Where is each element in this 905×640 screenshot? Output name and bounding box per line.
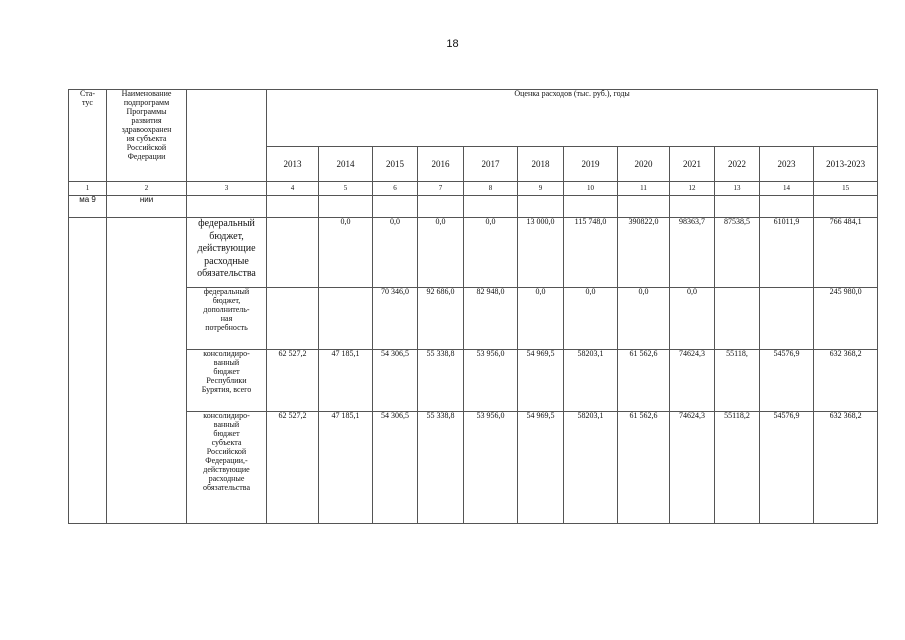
value-cell (267, 288, 319, 350)
value-cell: 61011,9 (760, 218, 814, 288)
value-cell: 55 338,8 (418, 350, 464, 412)
column-index-cell: 9 (518, 182, 564, 196)
year-header-cell: 2017 (464, 147, 518, 182)
value-cell: 62 527,2 (267, 350, 319, 412)
column-index-cell: 15 (814, 182, 878, 196)
value-cell (464, 196, 518, 218)
value-cell: 0,0 (418, 218, 464, 288)
year-header-cell: 2018 (518, 147, 564, 182)
year-header-cell: 2016 (418, 147, 464, 182)
table-row (69, 196, 878, 218)
funding-source-cell: консолидиро- ванный бюджет субъекта Российской Федерации,- действующие расходные обязательства (187, 412, 267, 524)
value-cell: 92 686,0 (418, 288, 464, 350)
value-cell: 766 484,1 (814, 218, 878, 288)
value-cell: 632 368,2 (814, 412, 878, 524)
value-cell (760, 288, 814, 350)
year-header-cell: 2020 (618, 147, 670, 182)
source-header (187, 90, 267, 182)
value-cell: 54 969,5 (518, 412, 564, 524)
funding-source-cell: федеральный бюджет, дополнитель- ная потребность (187, 288, 267, 350)
column-index-cell: 10 (564, 182, 618, 196)
column-index-cell: 2 (107, 182, 187, 196)
column-index-cell: 4 (267, 182, 319, 196)
column-index-cell: 3 (187, 182, 267, 196)
column-index-cell: 6 (373, 182, 418, 196)
table-row (69, 350, 878, 412)
value-cell: 0,0 (319, 218, 373, 288)
table-row (69, 288, 878, 350)
table-row (69, 412, 878, 524)
value-cell: 55 338,8 (418, 412, 464, 524)
value-cell: 54576,9 (760, 350, 814, 412)
value-cell: 245 980,0 (814, 288, 878, 350)
value-cell: 0,0 (670, 288, 715, 350)
value-cell: 0,0 (564, 288, 618, 350)
year-header-cell: 2014 (319, 147, 373, 182)
status-header (69, 90, 107, 182)
subprogram-name-cell: нии (107, 196, 187, 218)
source-cell (187, 196, 267, 218)
value-cell: 13 000,0 (518, 218, 564, 288)
value-cell (814, 196, 878, 218)
value-cell: 70 346,0 (373, 288, 418, 350)
value-cell (418, 196, 464, 218)
subprogram-name-header-label: Наименование подпрограмм Программы развития здравоохранен ия субъекта Российской Федерации (121, 89, 172, 161)
value-cell: 54 306,5 (373, 350, 418, 412)
column-index-cell: 8 (464, 182, 518, 196)
value-cell (760, 196, 814, 218)
column-index-cell: 7 (418, 182, 464, 196)
year-header-cell: 2013-2023 (814, 147, 878, 182)
value-cell (319, 288, 373, 350)
value-cell: 58203,1 (564, 412, 618, 524)
funding-source-cell: консолидиро- ванный бюджет Республики Бурятия, всего (187, 350, 267, 412)
value-cell (373, 196, 418, 218)
value-cell: 98363,7 (670, 218, 715, 288)
value-cell: 82 948,0 (464, 288, 518, 350)
column-index-cell: 1 (69, 182, 107, 196)
status-cell (69, 218, 107, 524)
column-index-cell: 14 (760, 182, 814, 196)
column-index-cell: 13 (715, 182, 760, 196)
value-cell: 87538,5 (715, 218, 760, 288)
value-cell: 0,0 (373, 218, 418, 288)
year-header-cell: 2022 (715, 147, 760, 182)
year-header-cell: 2023 (760, 147, 814, 182)
value-cell: 54 306,5 (373, 412, 418, 524)
column-index-row (69, 182, 878, 196)
value-cell: 0,0 (464, 218, 518, 288)
status-cell: ма 9 (69, 196, 107, 218)
value-cell (564, 196, 618, 218)
value-cell (618, 196, 670, 218)
value-cell: 0,0 (618, 288, 670, 350)
value-cell (267, 218, 319, 288)
year-header-cell: 2019 (564, 147, 618, 182)
value-cell (715, 288, 760, 350)
value-cell (518, 196, 564, 218)
table-row (69, 218, 878, 288)
value-cell (319, 196, 373, 218)
column-index-cell: 11 (618, 182, 670, 196)
page-number: 18 (446, 38, 459, 50)
estimate-header: Оценка расходов (тыс. руб.), годы (267, 90, 878, 147)
value-cell: 53 956,0 (464, 412, 518, 524)
value-cell: 390822,0 (618, 218, 670, 288)
expenditure-table (68, 89, 878, 524)
value-cell: 54 969,5 (518, 350, 564, 412)
value-cell (715, 196, 760, 218)
value-cell: 55118, (715, 350, 760, 412)
status-header-label: Ста- тус (79, 89, 96, 107)
column-index-cell: 12 (670, 182, 715, 196)
year-header-cell: 2015 (373, 147, 418, 182)
value-cell: 53 956,0 (464, 350, 518, 412)
year-header-cell: 2021 (670, 147, 715, 182)
value-cell: 74624,3 (670, 350, 715, 412)
value-cell: 47 185,1 (319, 412, 373, 524)
value-cell: 58203,1 (564, 350, 618, 412)
value-cell: 61 562,6 (618, 350, 670, 412)
value-cell: 55118,2 (715, 412, 760, 524)
value-cell: 61 562,6 (618, 412, 670, 524)
value-cell: 62 527,2 (267, 412, 319, 524)
value-cell: 54576,9 (760, 412, 814, 524)
value-cell (267, 196, 319, 218)
value-cell: 0,0 (518, 288, 564, 350)
value-cell: 115 748,0 (564, 218, 618, 288)
subprogram-name-header (107, 90, 187, 182)
funding-source-cell: федеральный бюджет, действующие расходные обязательства (187, 218, 267, 288)
value-cell: 47 185,1 (319, 350, 373, 412)
value-cell: 74624,3 (670, 412, 715, 524)
value-cell: 632 368,2 (814, 350, 878, 412)
subprogram-name-cell (107, 218, 187, 524)
year-header-cell: 2013 (267, 147, 319, 182)
column-index-cell: 5 (319, 182, 373, 196)
value-cell (670, 196, 715, 218)
